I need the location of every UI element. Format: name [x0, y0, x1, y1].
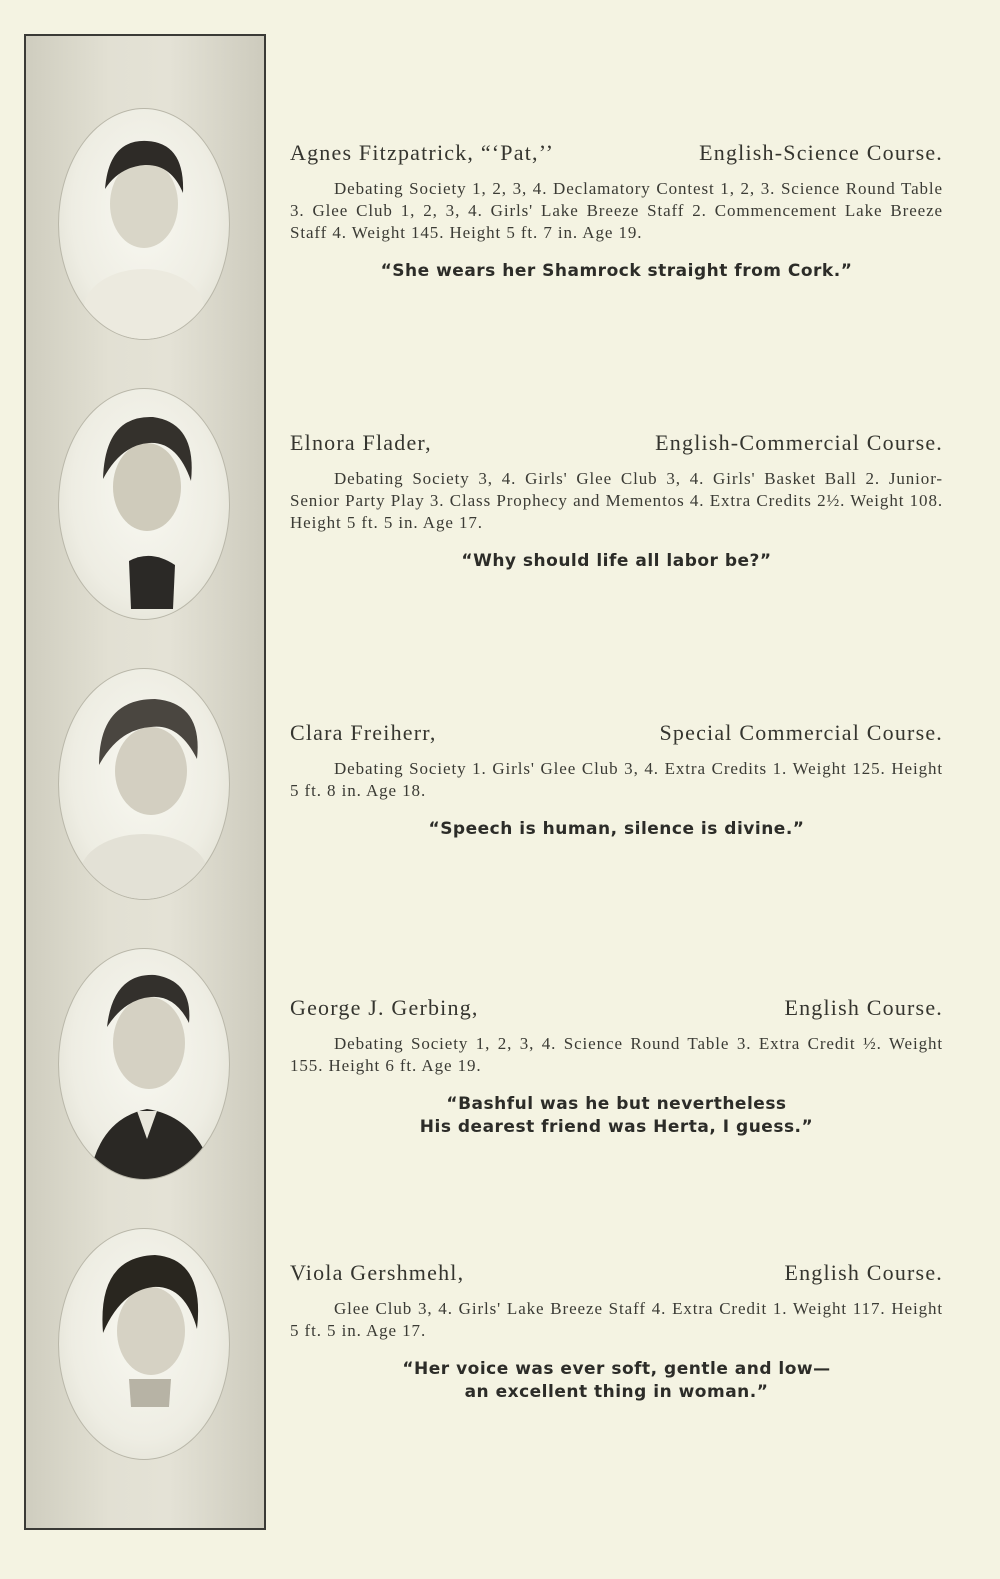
entry-header [290, 1260, 943, 1286]
course-name: English-Commercial Course. [655, 430, 943, 455]
motto-line: “Bashful was he but nevertheless [446, 1094, 787, 1114]
activities-details: Debating Society 3, 4. Girls' Glee Club 3, 4. Girls' Basket Ball 2. Junior-Senior Party Play 3. Class Prophecy and Mementos 4. Extra Credits 2½. Weight 108. Height 5 ft. 5 in. Age 17. [290, 469, 943, 532]
activities-details: Glee Club 3, 4. Girls' Lake Breeze Staff 4. Extra Credit 1. Weight 117. Height 5 ft. 5 in. Age 17. [290, 1299, 943, 1340]
motto-line: “Why should life all labor be?” [461, 551, 772, 571]
motto-quote [290, 550, 943, 573]
course-name: English Course. [784, 1260, 943, 1285]
motto-quote [290, 818, 943, 841]
entry-george-gerbing [290, 995, 943, 1139]
student-name: George J. Gerbing, [290, 995, 479, 1020]
student-name: Elnora Flader, [290, 430, 432, 455]
portrait-agnes-fitzpatrick [58, 108, 230, 340]
motto-quote [290, 1358, 943, 1404]
course-name: English Course. [784, 995, 943, 1020]
motto-line: “She wears her Shamrock straight from Cork.” [380, 261, 853, 281]
activities-details: Debating Society 1, 2, 3, 4. Science Round Table 3. Extra Credit ½. Weight 155. Height 6 ft. Age 19. [290, 1034, 943, 1075]
motto-line: an excellent thing in woman.” [464, 1382, 769, 1402]
student-name: Viola Gershmehl, [290, 1260, 465, 1285]
course-name: English-Science Course. [699, 140, 943, 165]
photo-strip [24, 34, 266, 1530]
motto-line: “Her voice was ever soft, gentle and low— [402, 1359, 831, 1379]
portrait-viola-gershmehl [58, 1228, 230, 1460]
portrait-george-gerbing [58, 948, 230, 1180]
motto-quote [290, 1093, 943, 1139]
entry-header [290, 995, 943, 1021]
motto-line: “Speech is human, silence is divine.” [428, 819, 805, 839]
student-name: Clara Freiherr, [290, 720, 437, 745]
activities-details: Debating Society 1, 2, 3, 4. Declamatory Contest 1, 2, 3. Science Round Table 3. Glee Club 1, 2, 3, 4. Girls' Lake Breeze Staff 2. Commencement Lake Breeze Staff 4. Weight 145. Height 5 ft. 7 in. Age 19. [290, 179, 943, 242]
portrait-clara-freiherr [58, 668, 230, 900]
motto-line: His dearest friend was Herta, I guess.” [419, 1117, 814, 1137]
entry-header [290, 430, 943, 456]
course-name: Special Commercial Course. [659, 720, 943, 745]
motto-quote [290, 260, 943, 283]
entry-clara-freiherr [290, 720, 943, 841]
entry-elnora-flader [290, 430, 943, 573]
activities-details: Debating Society 1. Girls' Glee Club 3, 4. Extra Credits 1. Weight 125. Height 5 ft. 8 in. Age 18. [290, 759, 943, 800]
entry-agnes-fitzpatrick [290, 140, 943, 283]
entry-header [290, 720, 943, 746]
student-name: Agnes Fitzpatrick, “‘Pat,’’ [290, 140, 555, 165]
entry-viola-gershmehl [290, 1260, 943, 1404]
portrait-elnora-flader [58, 388, 230, 620]
entry-header [290, 140, 943, 166]
